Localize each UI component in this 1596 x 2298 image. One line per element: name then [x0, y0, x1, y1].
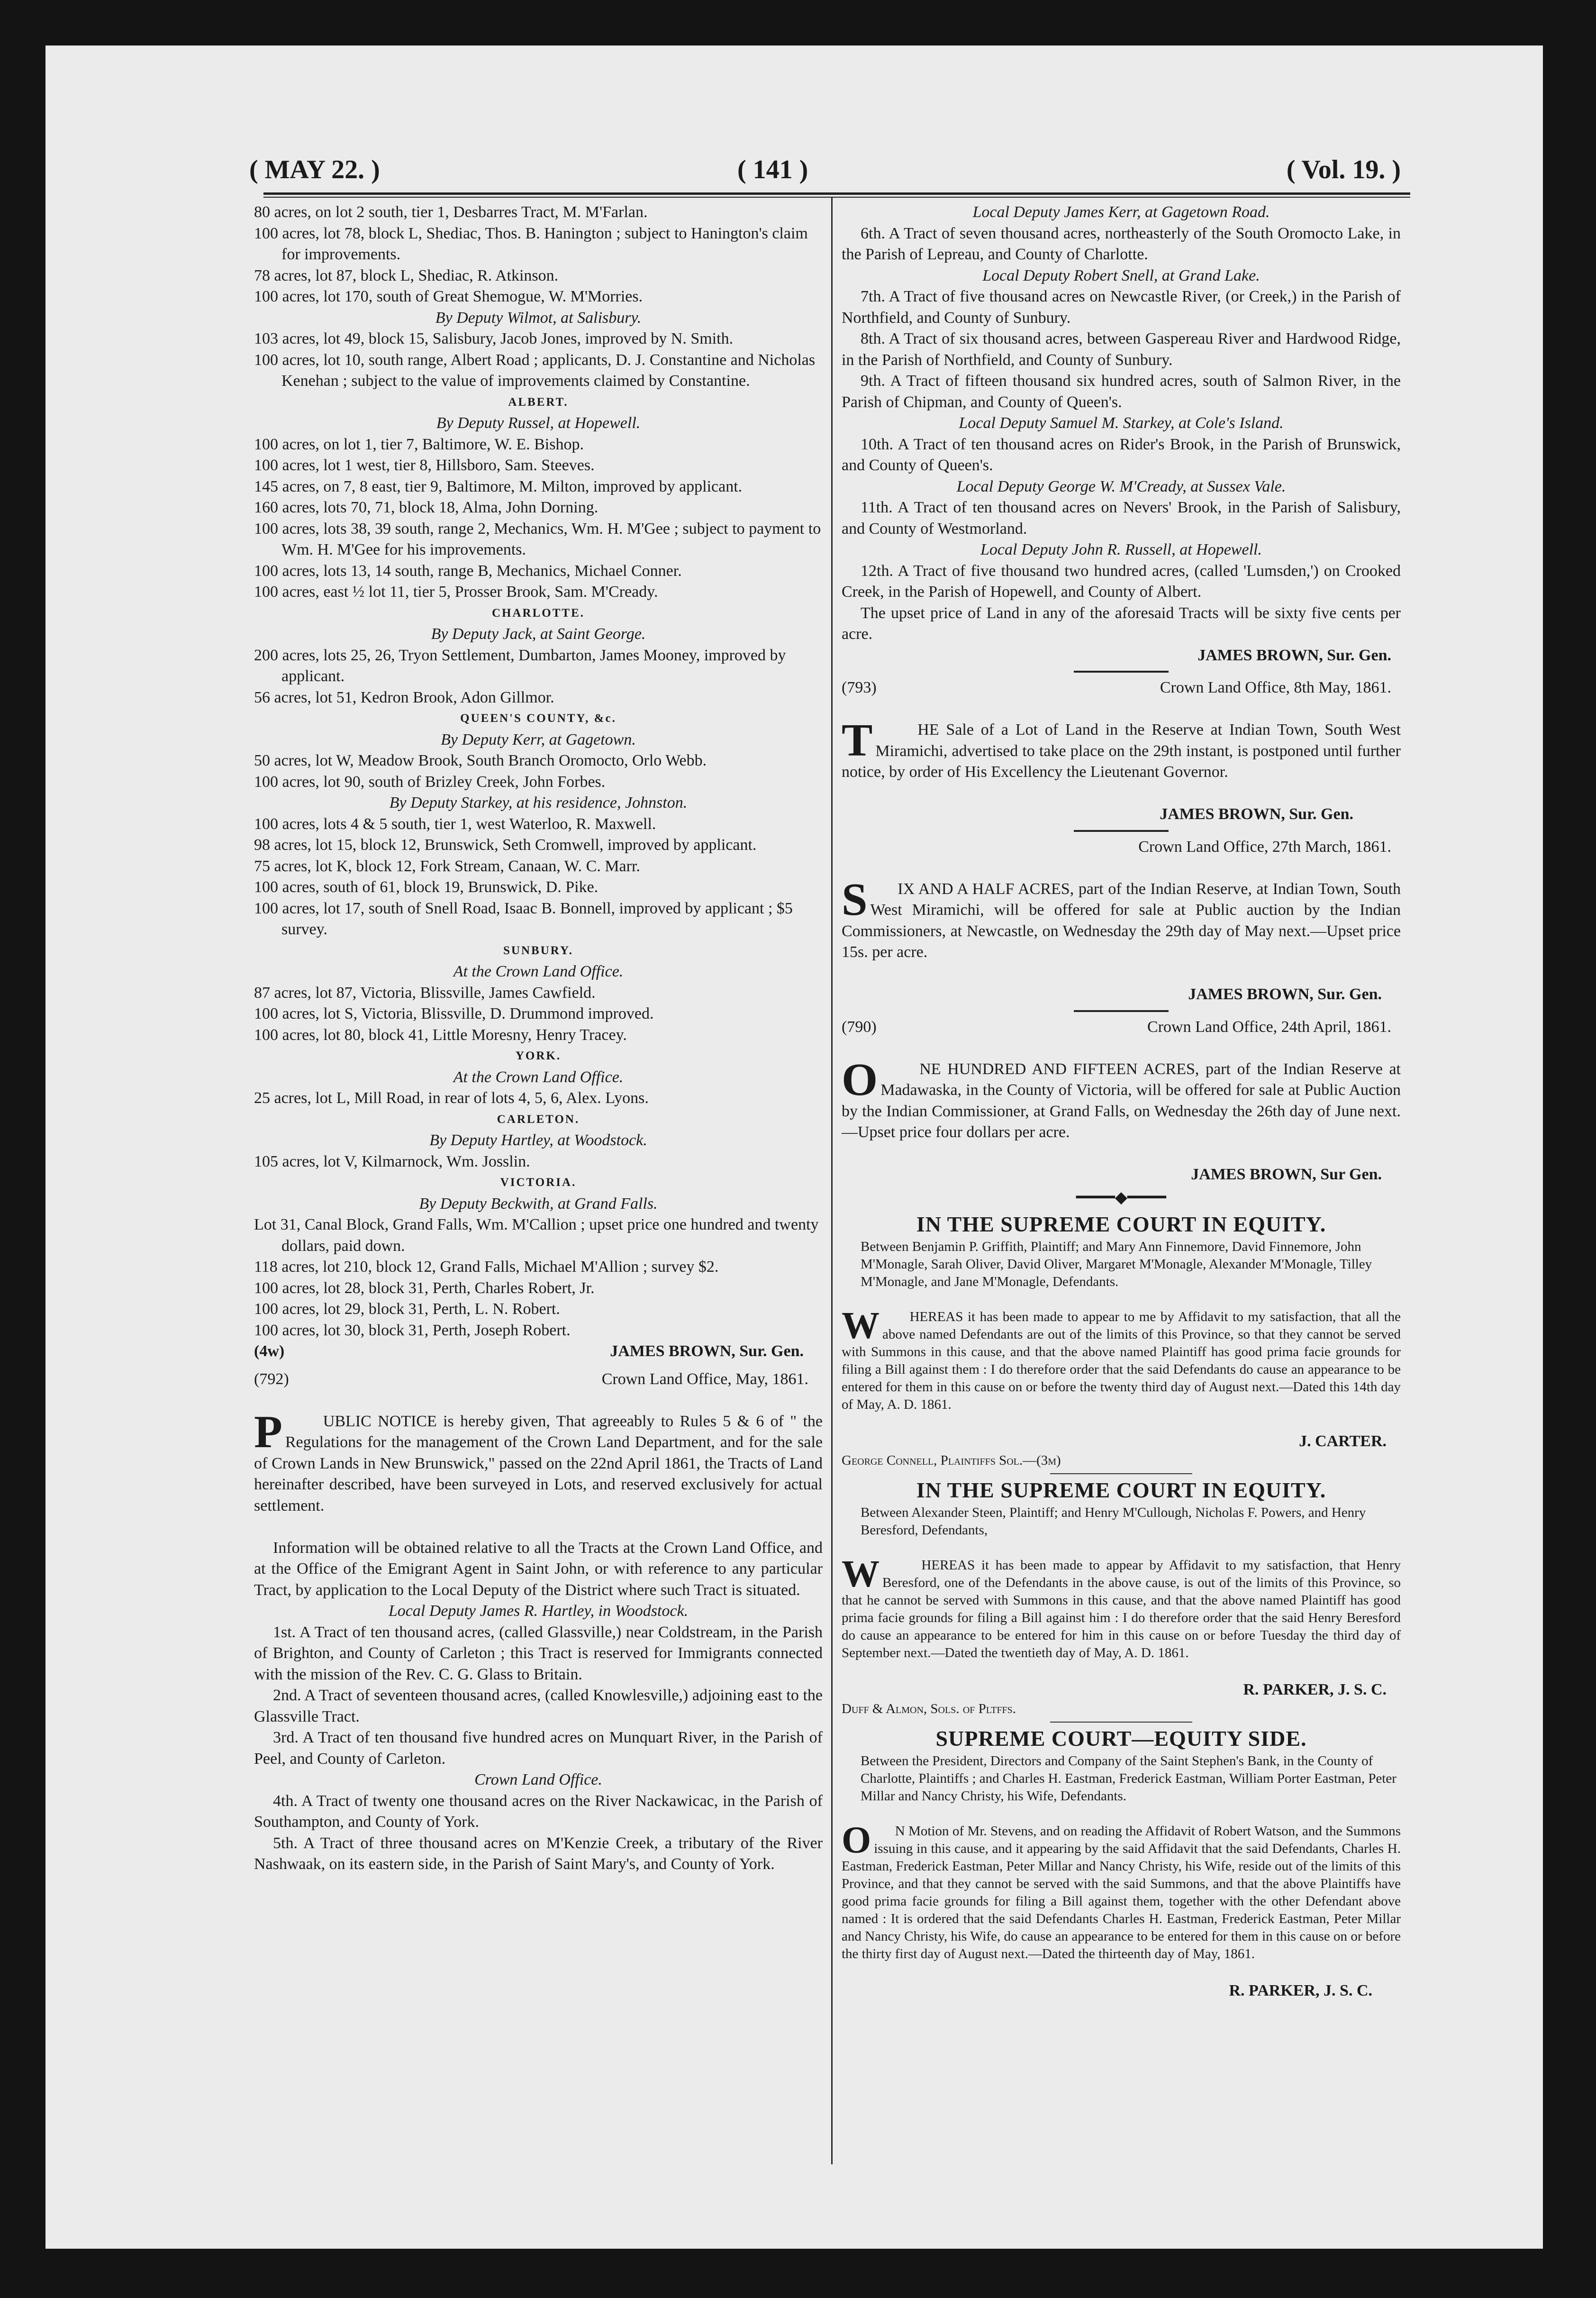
separator-rule [1050, 1473, 1192, 1474]
separator-rule [1074, 830, 1169, 832]
land-entry: 100 acres, lot 29, block 31, Perth, L. N. Robert. [254, 1300, 560, 1318]
land-entry: 80 acres, on lot 2 south, tier 1, Desbarres Tract, M. M'Farlan. [254, 203, 648, 221]
tract-2: 2nd. A Tract of seventeen thousand acres, (called Knowlesville,) adjoining east to the Glassville Tract. [254, 1687, 827, 1725]
deputy-heading: By Deputy Hartley, at Woodstock. [429, 1131, 647, 1149]
right-column [842, 202, 1405, 2183]
tract-1: 1st. A Tract of ten thousand acres, (called Glassville,) near Coldstream, in the Parish of Brighton, and County of Carleton ; this Tract is reserved for Immigrants connected with the mission of the Rev. C. G. Glass to Britain. [254, 1623, 827, 1683]
tract-3: 3rd. A Tract of ten thousand five hundred acres on Munquart River, in the Parish of Peel, and County of Carleton. [254, 1729, 827, 1768]
tract-8: 8th. A Tract of six thousand acres, between Gaspereau River and Hardwood Ridge, in the Parish of Northfield, and County of Sunbury. [842, 330, 1405, 369]
equity-title: IN THE SUPREME COURT IN EQUITY. [916, 1212, 1326, 1236]
header-date: ( MAY 22. ) [249, 155, 380, 184]
equity-1-body [842, 1291, 1405, 1431]
deputy-heading: At the Crown Land Office. [453, 963, 624, 980]
land-entry: 100 acres, lots 4 & 5 south, tier 1, west Waterloo, R. Maxwell. [254, 815, 656, 833]
deputy-heading: Local Deputy James R. Hartley, in Woodstock. [388, 1602, 689, 1620]
land-entry: 100 acres, south of 61, block 19, Brunswick, D. Pike. [254, 878, 598, 896]
drop-cap: W [842, 1304, 880, 1347]
county-heading: SUNBURY. [503, 944, 573, 957]
land-entry: 100 acres, lot S, Victoria, Blissville, D. Drummond improved. [254, 1005, 654, 1022]
notice-792-head [254, 1369, 823, 1390]
header-volume: ( Vol. 19. ) [1286, 155, 1401, 184]
drop-cap: S [842, 874, 868, 925]
land-entry: 98 acres, lot 15, block 12, Brunswick, Seth Cromwell, improved by applicant. [254, 836, 757, 854]
notice-text: HEREAS it has been made to appear by Affidavit to my satisfaction, that Henry Beresford, one of the Defendants in the above cause, is out of the limits of this Province, so that he cannot be served with Summons in this cause, and that the above named Plaintiff has good prima facie grounds for filing a Bill against him : I do therefore order that the said Henry Beresford do cause an appearance to be entered for him in this cause on or before Tuesday the third day of September next.—Dated the twentieth day of May, A. D. 1861. [842, 1557, 1405, 1660]
land-entry: 100 acres, lot 10, south range, Albert Road ; applicants, D. J. Constantine and Nicholas Kenehan ; subject to the value of improvements claimed by Constantine. [254, 351, 819, 390]
column-divider [831, 197, 833, 2164]
deputy-heading: Local Deputy James Kerr, at Gagetown Road. [972, 203, 1270, 221]
deputy-heading: Local Deputy George W. M'Cready, at Sussex Vale. [956, 477, 1286, 495]
county-heading: CARLETON. [497, 1113, 580, 1126]
drop-cap: P [254, 1406, 282, 1458]
separator-rule [1074, 1010, 1169, 1012]
county-heading: YORK. [515, 1049, 562, 1062]
land-entry: 200 acres, lots 25, 26, Tryon Settlement, Dumbarton, James Mooney, improved by applicant. [254, 646, 790, 685]
notice-number: (4w) [254, 1342, 285, 1360]
office-dateline: Crown Land Office, 8th May, 1861. [1160, 679, 1391, 696]
land-grant-list [254, 202, 823, 1341]
separator-rule [1074, 671, 1169, 673]
deputy-heading: Crown Land Office. [474, 1771, 602, 1788]
land-entry: 56 acres, lot 51, Kedron Brook, Adon Gillmor. [254, 688, 554, 706]
land-entry: 100 acres, lots 38, 39 south, range 2, Mechanics, Wm. H. M'Gee ; subject to payment to Wm. H. M'Gee for his improvements. [254, 520, 825, 558]
signature: JAMES BROWN, Sur. Gen. [1188, 985, 1382, 1003]
tract-4: 4th. A Tract of twenty one thousand acres on the River Nackawicac, in the Parish of Southampton, and County of York. [254, 1792, 827, 1831]
equity-parties: Between the President, Directors and Company of the Saint Stephen's Bank, in the County of Charlotte, Plaintiffs ; and Charles H. Eastman, Frederick Eastman, William Porter Eastman, Peter Millar and Nancy Christy, his Wife, Defendants. [861, 1753, 1400, 1804]
drop-cap: O [842, 1819, 871, 1861]
notice-text: NE HUNDRED AND FIFTEEN ACRES, part of the Indian Reserve at Madawaska, in the County of Victoria, will be offered for sale at Public Auction by the Indian Commissioner, at Grand Falls, on Wednesday the 26th day of June next.—Upset price four dollars per acre. [842, 1060, 1405, 1141]
notice-number: (790) [842, 1018, 877, 1036]
signature: JAMES BROWN, Sur. Gen. [1160, 805, 1353, 823]
signature: JAMES BROWN, Sur Gen. [1191, 1166, 1382, 1183]
land-entry: 25 acres, lot L, Mill Road, in rear of lots 4, 5, 6, Alex. Lyons. [254, 1089, 649, 1107]
land-entry: 100 acres, lot 78, block L, Shediac, Thos. B. Hanington ; subject to Hanington's claim for improvements. [254, 224, 812, 263]
signature: R. PARKER, J. S. C. [1229, 1981, 1372, 1999]
equity-parties: Between Alexander Steen, Plaintiff; and Henry M'Cullough, Nicholas F. Powers, and Henry Beresford, Defendants, [861, 1505, 1369, 1538]
notice-text: HEREAS it has been made to appear to me by Affidavit to my satisfaction, that all the above named Defendants are out of the limits of this Province, so that they cannot be served with Summons in this cause, and that the above named Plaintiff has good prima facie grounds for filing a Bill against them : I do therefore order that the said Defendants do cause an appearance to be entered for them in this cause on or before the twenty third day of August next.—Dated this 14th day of May, A. D. 1861. [842, 1309, 1405, 1412]
land-entry: 118 acres, lot 210, block 12, Grand Falls, Michael M'Allion ; survey $2. [254, 1258, 719, 1276]
deputy-heading: By Deputy Starkey, at his residence, Johnston. [389, 794, 688, 812]
tract-11: 11th. A Tract of ten thousand acres on Nevers' Brook, in the Parish of Salisbury, and County of Westmorland. [842, 499, 1405, 538]
land-entry: 100 acres, lot 1 west, tier 8, Hillsboro, Sam. Steeves. [254, 456, 595, 474]
drop-cap: W [842, 1553, 880, 1595]
newspaper-page [45, 46, 1543, 2249]
tract-6: 6th. A Tract of seven thousand acres, northeasterly of the South Oromocto Lake, in the Parish of Lepreau, and County of Charlotte. [842, 224, 1405, 263]
drop-cap: T [842, 715, 873, 766]
notice-792-body [254, 1390, 827, 1538]
upset-price: The upset price of Land in any of the aforesaid Tracts will be sixty five cents per acre. [842, 604, 1405, 643]
county-heading: VICTORIA. [500, 1176, 577, 1189]
deputy-heading: By Deputy Russel, at Hopewell. [436, 414, 641, 432]
deputy-heading: By Deputy Wilmot, at Salisbury. [435, 309, 642, 327]
land-entry: 75 acres, lot K, block 12, Fork Stream, Canaan, W. C. Marr. [254, 857, 640, 875]
solicitor-line: George Connell, Plaintiffs Sol.—(3m) [842, 1453, 1061, 1468]
land-entry: 100 acres, lots 13, 14 south, range B, Mechanics, Michael Conner. [254, 562, 682, 580]
deputy-heading: By Deputy Jack, at Saint George. [431, 625, 646, 643]
signature: JAMES BROWN, Sur. Gen. [1197, 646, 1391, 664]
deputy-heading: By Deputy Beckwith, at Grand Falls. [419, 1195, 658, 1213]
tract-12: 12th. A Tract of five thousand two hundred acres, (called 'Lumsden,') on Crooked Creek, in the Parish of Hopewell, and County of Albert. [842, 562, 1405, 601]
equity-2-body [842, 1539, 1405, 1679]
notice-text: HE Sale of a Lot of Land in the Reserve at Indian Town, South West Miramichi, advertised to take place on the 29th instant, is postponed until further notice, by order of His Excellency the Lieutenant Governor. [842, 721, 1405, 781]
land-entry: 100 acres, lot 90, south of Brizley Creek, John Forbes. [254, 773, 606, 791]
notice-text: IX AND A HALF ACRES, part of the Indian Reserve, at Indian Town, South West Miramichi, will be offered for sale at Public auction by the Indian Commissioners, at Newcastle, on Wednesday the 29th day of May next.—Upset price 15s. per acre. [842, 880, 1405, 961]
notice-792-info: Information will be obtained relative to all the Tracts at the Crown Land Office, and at the Office of the Emigrant Agent in Saint John, or with reference to any particular Tract, by application to the Local Deputy of the District where such Tract is situated. [254, 1539, 827, 1599]
land-entry: 50 acres, lot W, Meadow Brook, South Branch Oromocto, Orlo Webb. [254, 752, 707, 769]
tract-10: 10th. A Tract of ten thousand acres on Rider's Brook, in the Parish of Brunswick, and County of Queen's. [842, 435, 1405, 474]
drop-cap: O [842, 1054, 878, 1105]
county-heading: ALBERT. [508, 395, 569, 409]
land-entry: 100 acres, lot 28, block 31, Perth, Charles Robert, Jr. [254, 1279, 595, 1297]
solicitor-line: Duff & Almon, Sols. of Pltffs. [842, 1701, 1016, 1716]
office-dateline: Crown Land Office, 27th March, 1861. [1138, 838, 1391, 856]
office-dateline: Crown Land Office, May, 1861. [601, 1370, 808, 1388]
tract-7: 7th. A Tract of five thousand acres on Newcastle River, (or Creek,) in the Parish of Northfield, and County of Sunbury. [842, 288, 1405, 327]
notice-793-body [842, 699, 1405, 804]
signature: J. CARTER. [1299, 1432, 1387, 1450]
equity-title: IN THE SUPREME COURT IN EQUITY. [916, 1478, 1326, 1502]
page-header [45, 112, 1543, 184]
deputy-heading: By Deputy Kerr, at Gagetown. [441, 730, 636, 748]
notice-number: (792) [254, 1370, 289, 1388]
land-entry: 100 acres, on lot 1, tier 7, Baltimore, W. E. Bishop. [254, 435, 584, 453]
notice-march-body [842, 857, 1405, 984]
deputy-heading: Local Deputy John R. Russell, at Hopewell. [980, 541, 1262, 558]
notice-text: N Motion of Mr. Stevens, and on reading the Affidavit of Robert Watson, and the Summons issuing in this cause, and it appearing by the said Affidavit that the said Defendants, Charles H. Eastman, Frederick Eastman, Peter Millar and Nancy Christy, his Wife, reside out of the limits of this Province, and that they cannot be served with the said Summons, and that the above Plaintiffs have good prima facie grounds for filing a Bill against them, together with the other Defendant above named : It is ordered that the said Defendants Charles H. Eastman, Frederick Eastman, Peter Millar and Nancy Christy, his Wife, do cause an appearance to be entered for them in this cause on or before the thirty first day of August next.—Dated the thirteenth day of May, 1861. [842, 1823, 1405, 1961]
land-entry: 100 acres, lot 170, south of Great Shemogue, W. M'Morries. [254, 288, 643, 305]
header-page-number: ( 141 ) [737, 155, 808, 184]
land-entry: 87 acres, lot 87, Victoria, Blissville, James Cawfield. [254, 984, 596, 1002]
land-entry: 78 acres, lot 87, block L, Shediac, R. Atkinson. [254, 266, 559, 284]
office-dateline: Crown Land Office, 24th April, 1861. [1147, 1018, 1391, 1036]
left-signature [254, 1341, 823, 1362]
land-entry: 160 acres, lots 70, 71, block 18, Alma, John Dorning. [254, 499, 598, 516]
equity-title: SUPREME COURT—EQUITY SIDE. [935, 1726, 1307, 1751]
land-entry: 100 acres, lot 17, south of Snell Road, Isaac B. Bonnell, improved by applicant ; $5 survey. [254, 899, 797, 938]
notice-793-head [842, 677, 1401, 699]
signature: R. PARKER, J. S. C. [1243, 1680, 1387, 1698]
notice-number: (793) [842, 679, 877, 696]
notice-790-head [842, 1017, 1401, 1038]
deputy-heading: Local Deputy Samuel M. Starkey, at Cole's Island. [959, 414, 1284, 432]
land-entry: 105 acres, lot V, Kilmarnock, Wm. Josslin. [254, 1152, 530, 1170]
land-entry: 145 acres, on 7, 8 east, tier 9, Baltimore, M. Milton, improved by applicant. [254, 477, 743, 495]
county-heading: QUEEN'S COUNTY, &c. [460, 712, 617, 725]
deputy-heading: At the Crown Land Office. [453, 1068, 624, 1086]
land-entry: 100 acres, east ½ lot 11, tier 5, Prosser Brook, Sam. M'Cready. [254, 583, 658, 601]
left-column [254, 202, 827, 2183]
equity-parties: Between Benjamin P. Griffith, Plaintiff; and Mary Ann Finnemore, David Finnemore, John M'Monagle, Sarah Oliver, David Oliver, Margaret M'Monagle, Alexander M'Monagle, Tilley M'Monagle, and Jane M'Monagle, Defendants. [861, 1239, 1376, 1289]
notice-790-body [842, 1038, 1405, 1164]
county-heading: CHARLOTTE. [491, 606, 585, 620]
land-entry: Lot 31, Canal Block, Grand Falls, Wm. M'Callion ; upset price one hundred and twenty dollars, paid down. [254, 1216, 823, 1255]
land-entry: 103 acres, lot 49, block 15, Salisbury, Jacob Jones, improved by N. Smith. [254, 330, 734, 347]
deputy-heading: Local Deputy Robert Snell, at Grand Lake. [982, 266, 1260, 284]
ornament-rule: ━━━━◆━━━━ [1076, 1188, 1166, 1206]
separator-rule [1050, 1722, 1192, 1723]
land-entry: 100 acres, lot 30, block 31, Perth, Joseph Robert. [254, 1321, 571, 1339]
tract-5: 5th. A Tract of three thousand acres on M'Kenzie Creek, a tributary of the River Nashwaak, on its eastern side, in the Parish of Saint Mary's, and County of York. [254, 1834, 827, 1873]
land-entry: 100 acres, lot 80, block 41, Little Moresny, Henry Tracey. [254, 1026, 627, 1044]
notice-text: UBLIC NOTICE is hereby given, That agreeably to Rules 5 & 6 of " the Regulations for the management of the Crown Land Department, and for the sale of Crown Lands in New Brunswick," passed on the 22nd April 1861, the Tracts of Land hereinafter described, have been surveyed in Lots, and reserved exclusively for actual settlement. [254, 1412, 827, 1514]
header-rule [263, 192, 1410, 198]
tract-9: 9th. A Tract of fifteen thousand six hundred acres, south of Salmon River, in the Parish of Chipman, and County of Queen's. [842, 372, 1405, 411]
equity-3-body [842, 1805, 1405, 1980]
signature: JAMES BROWN, Sur. Gen. [610, 1342, 804, 1360]
